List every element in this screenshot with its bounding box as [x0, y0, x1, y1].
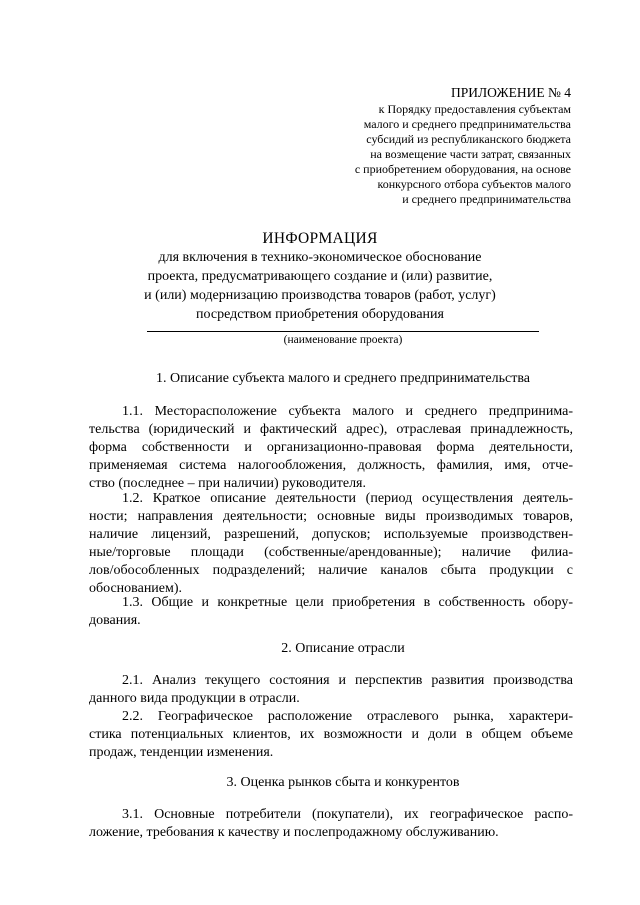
paragraph-line: наличие лицензий, разрешений, допусков; используемые производствен-: [89, 527, 573, 542]
paragraph-line: применяемая система налогообложения, должность, фамилия, имя, отче-: [89, 458, 573, 473]
paragraph-line: тельства (юридический и фактический адрес), отраслевая принадлежность,: [89, 422, 573, 437]
appendix-line: малого и среднего предпринимательства: [363, 117, 571, 131]
paragraph-1-3: [89, 594, 573, 630]
paragraph-line: ные/торговые площади (собственные/арендованные); наличие филиа-: [89, 545, 573, 560]
paragraph-2-2: [89, 708, 573, 762]
section-heading: 1. Описание субъекта малого и среднего предпринимательства: [156, 371, 530, 386]
paragraph-line: 3.1. Основные потребители (покупатели), их географическое распо-: [122, 807, 573, 822]
paragraph-line: данного вида продукции в отрасли.: [89, 691, 300, 706]
paragraph-line: ности; направления деятельности; основные виды производимых товаров,: [89, 509, 573, 524]
paragraph-line: 2.2. Географическое расположение отраслевого рынка, характери-: [122, 709, 573, 724]
paragraph-2-1: [89, 672, 573, 708]
paragraph-line: 1.2. Краткое описание деятельности (период осуществления деятель-: [122, 491, 573, 506]
subtitle-line: проекта, предусматривающего создание и (или) развитие,: [147, 269, 493, 284]
appendix-line: и среднего предпринимательства: [402, 192, 571, 206]
paragraph-1-1: [89, 403, 573, 493]
appendix-line: на возмещение части затрат, связанных: [370, 147, 571, 161]
document-subtitle: [0, 248, 640, 324]
project-name-caption: (наименование проекта): [283, 334, 403, 346]
project-name-underline: [147, 331, 539, 332]
section-heading: 3. Оценка рынков сбыта и конкурентов: [226, 775, 460, 790]
document-title: ИНФОРМАЦИЯ: [262, 230, 378, 247]
appendix-line: к Порядку предоставления субъектам: [378, 102, 571, 116]
paragraph-line: форма собственности и организационно-правовая форма деятельности,: [89, 440, 573, 455]
paragraph-1-2: [89, 490, 573, 598]
appendix-line: с приобретением оборудования, на основе: [354, 162, 571, 176]
paragraph-line: лов/обособленных подразделений; наличие каналов сбыта продукции с: [89, 563, 573, 578]
appendix-line: конкурсного отбора субъектов малого: [377, 177, 571, 191]
subtitle-line: посредством приобретения оборудования: [196, 307, 444, 322]
paragraph-line: 1.3. Общие и конкретные цели приобретения в собственность обору-: [122, 595, 573, 610]
paragraph-line: обоснованием).: [89, 581, 183, 596]
section-heading: 2. Описание отрасли: [281, 641, 405, 656]
paragraph-line: продаж, тенденции изменения.: [89, 745, 274, 760]
appendix-header: [355, 84, 571, 207]
paragraph-line: 2.1. Анализ текущего состояния и перспектив развития производства: [122, 673, 573, 688]
paragraph-line: 1.1. Месторасположение субъекта малого и среднего предпринима-: [122, 404, 573, 419]
paragraph-line: дования.: [89, 613, 141, 628]
appendix-line: субсидий из республиканского бюджета: [366, 132, 571, 146]
paragraph-3-1: [89, 806, 573, 842]
paragraph-line: ложение, требования к качеству и послепродажному обслуживанию.: [89, 825, 499, 840]
subtitle-line: и (или) модернизацию производства товаров (работ, услуг): [144, 288, 496, 303]
subtitle-line: для включения в технико-экономическое обоснование: [158, 250, 482, 265]
paragraph-line: стика потенциальных клиентов, их возможности и доли в общем объеме: [89, 727, 573, 742]
appendix-title: ПРИЛОЖЕНИЕ № 4: [450, 85, 571, 100]
paragraph-line: ство (последнее – при наличии) руководителя.: [89, 476, 366, 491]
